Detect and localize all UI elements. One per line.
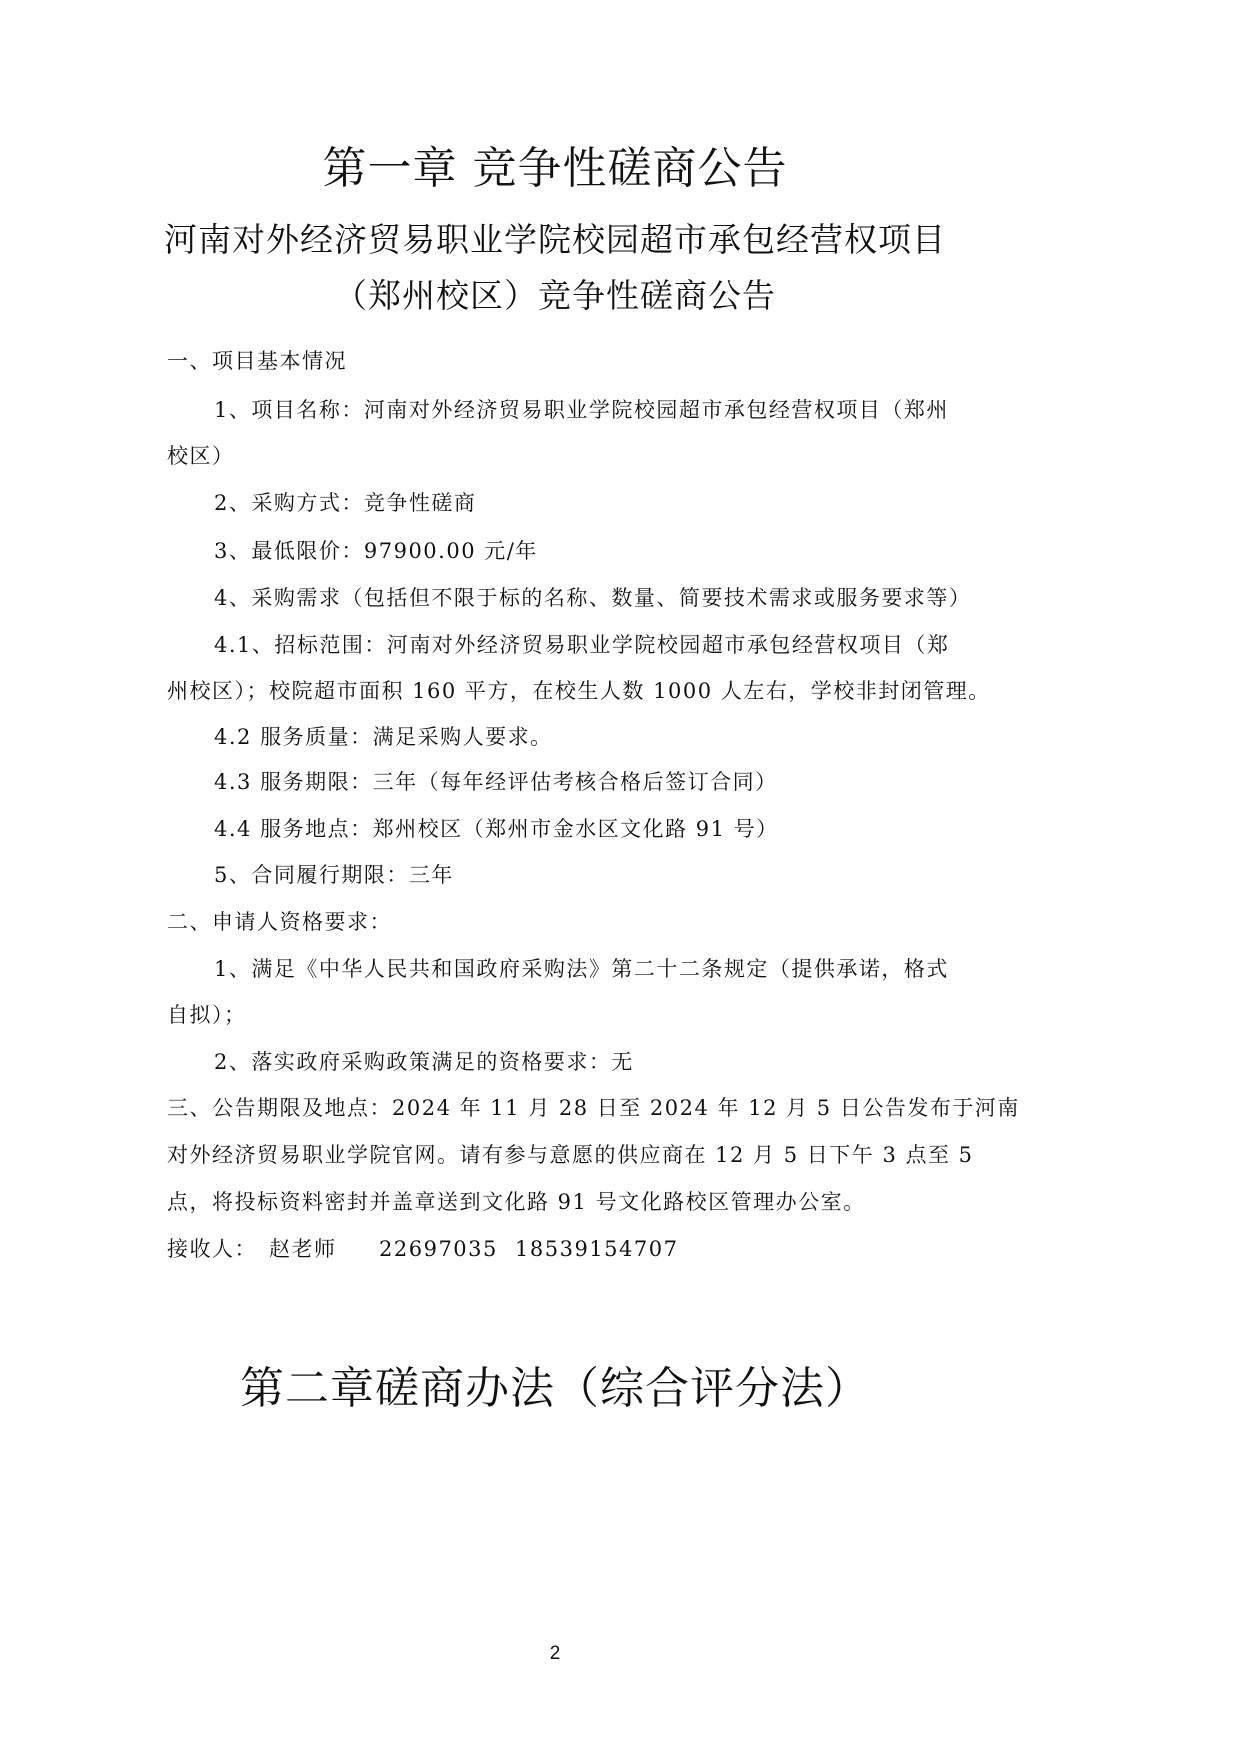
service-quality: 4.2 服务质量：满足采购人要求。 [214, 725, 553, 749]
announcement-period-line3: 点，将投标资料密封并盖章送到文化路 91 号文化路校区管理办公室。 [167, 1190, 866, 1214]
contact-label: 接收人： [167, 1237, 257, 1261]
chapter1-title: 第一章 竞争性磋商公告 [322, 143, 788, 194]
page-number: 2 [549, 1643, 561, 1664]
section2-heading: 二、申请人资格要求： [167, 910, 392, 934]
minimum-price: 3、最低限价：97900.00 元/年 [214, 539, 538, 563]
contact-phone: 22697035 [379, 1237, 498, 1261]
chapter1-subtitle-line2: （郑州校区）竞争性磋商公告 [334, 276, 776, 315]
chapter1-subtitle-line1: 河南对外经济贸易职业学院校园超市承包经营权项目 [164, 220, 946, 259]
chapter2-title: 第二章磋商办法（综合评分法） [240, 1363, 870, 1414]
bid-scope-line1: 4.1、招标范围：河南对外经济贸易职业学院校园超市承包经营权项目（郑 [214, 633, 950, 657]
qualification-1-line1: 1、满足《中华人民共和国政府采购法》第二十二条规定（提供承诺，格式 [214, 957, 949, 981]
qualification-2: 2、落实政府采购政策满足的资格要求：无 [214, 1050, 634, 1074]
bid-scope-line2: 州校区）；校院超市面积 160 平方，在校生人数 1000 人左右，学校非封闭管理。 [167, 679, 991, 703]
service-location: 4.4 服务地点：郑州校区（郑州市金水区文化路 91 号） [214, 817, 779, 841]
qualification-1-line2: 自拟）； [167, 1003, 247, 1027]
project-name-line2: 校区） [167, 444, 235, 468]
procurement-requirements: 4、采购需求（包括但不限于标的名称、数量、简要技术需求或服务要求等） [214, 586, 972, 610]
announcement-period-line1: 三、公告期限及地点：2024 年 11 月 28 日至 2024 年 12 月 5 日公告发布于河南 [167, 1096, 1020, 1120]
section1-heading: 一、项目基本情况 [167, 349, 347, 373]
service-period: 4.3 服务期限：三年（每年经评估考核合格后签订合同） [214, 770, 778, 794]
contract-period: 5、合同履行期限：三年 [214, 863, 454, 887]
contact-mobile: 18539154707 [515, 1237, 679, 1261]
contact-line [167, 1233, 678, 1263]
contact-name: 赵老师 [269, 1237, 337, 1261]
announcement-period-line2: 对外经济贸易职业学院官网。请有参与意愿的供应商在 12 月 5 日下午 3 点至 5 [167, 1143, 974, 1167]
project-name-line1: 1、项目名称：河南对外经济贸易职业学院校园超市承包经营权项目（郑州 [214, 398, 949, 422]
procurement-method: 2、采购方式：竞争性磋商 [214, 491, 477, 515]
